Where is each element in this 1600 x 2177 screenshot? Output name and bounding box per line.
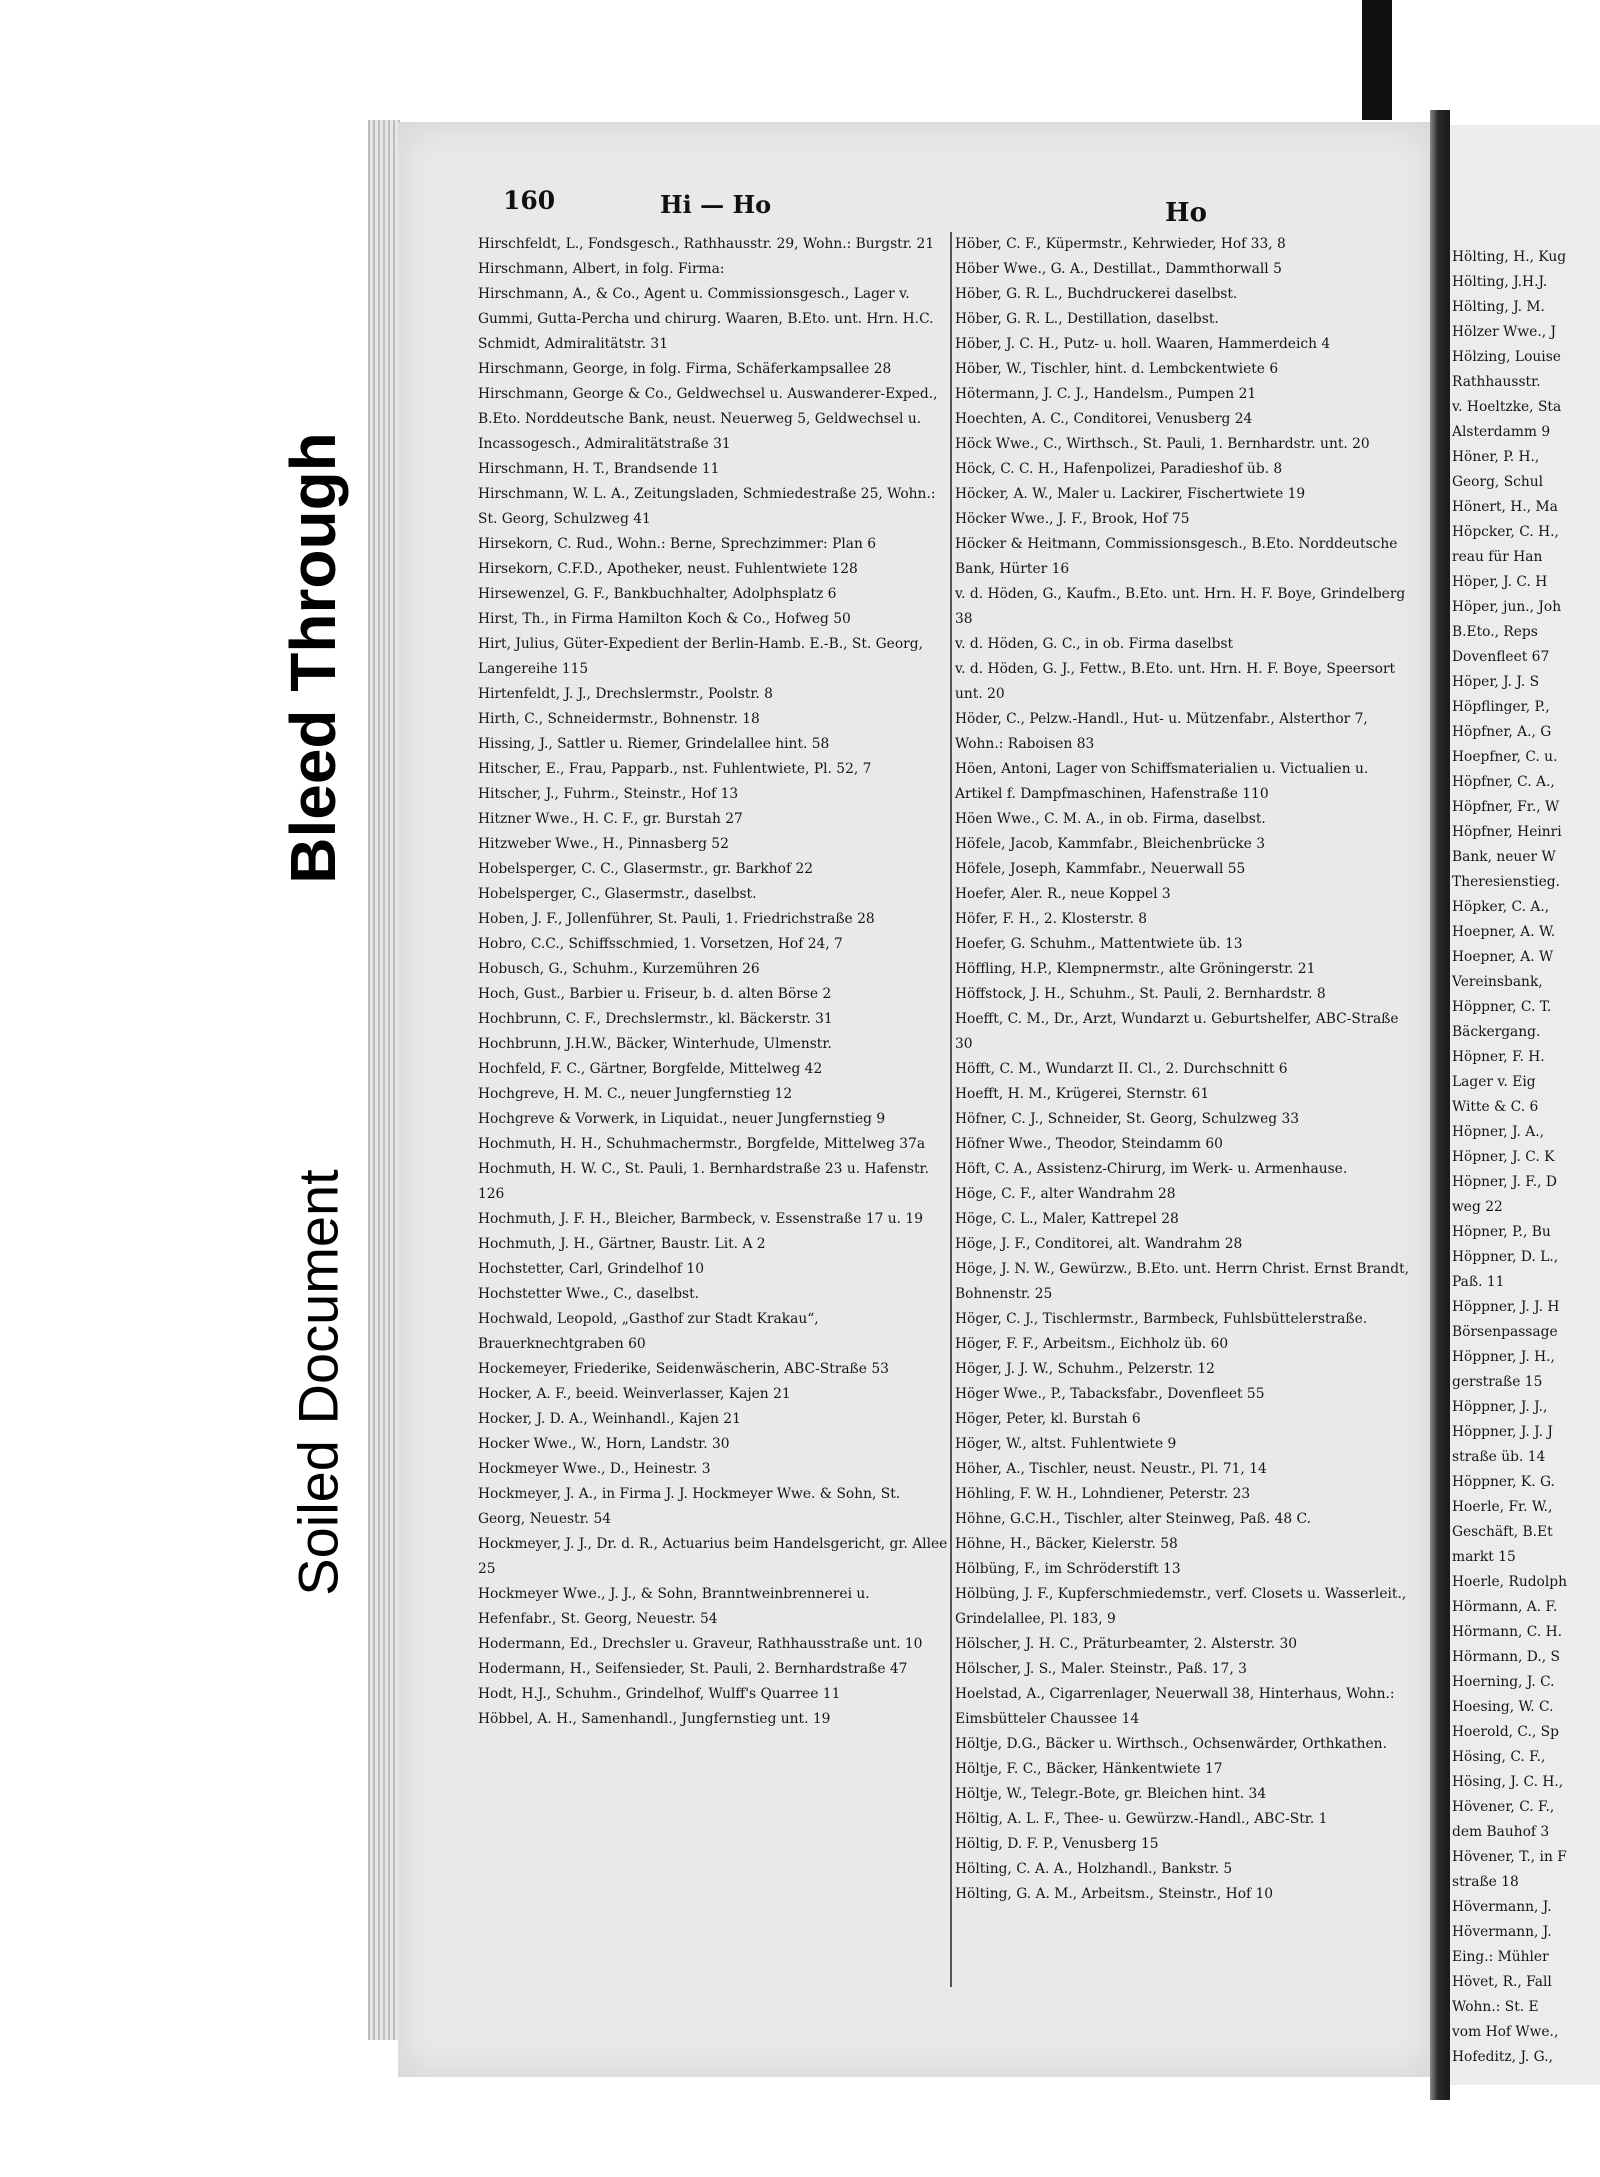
directory-entry: Höber, G. R. L., Buchdruckerei daselbst. — [955, 286, 1238, 302]
facing-page-line: Wohn.: St. E — [1452, 1999, 1539, 2015]
directory-entry: Hobelsperger, C., Glasermstr., daselbst. — [478, 886, 757, 902]
facing-page-line: Hoerle, Rudolph — [1452, 1574, 1567, 1590]
facing-page-line: Hoerle, Fr. W., — [1452, 1499, 1553, 1515]
facing-page-line: Hösing, C. F., — [1452, 1749, 1546, 1765]
soiled-document-text: Soiled Document — [286, 1168, 350, 1596]
facing-page-line: Hölting, J. M. — [1452, 299, 1545, 315]
facing-page-line: Hövermann, J. — [1452, 1899, 1552, 1915]
directory-entry: Höen Wwe., C. M. A., in ob. Firma, daselbst. — [955, 811, 1266, 827]
facing-page-fragments — [1452, 245, 1600, 2070]
facing-page-line: Georg, Schul — [1452, 474, 1544, 490]
facing-page-line: Hoerold, C., Sp — [1452, 1724, 1559, 1740]
directory-entry: v. d. Höden, G., Kaufm., B.Eto. unt. Hrn. H. F. Boye, Grindelberg 38 — [955, 586, 1406, 627]
directory-entry: Hochstetter Wwe., C., daselbst. — [478, 1286, 700, 1302]
facing-page-line: straße 18 — [1452, 1874, 1519, 1890]
directory-entry: Hölbüng, J. F., Kupferschmiedemstr., verf. Closets u. Wasserleit., Grindelallee, Pl. 183, 9 — [955, 1586, 1407, 1627]
directory-entry: Hochbrunn, J.H.W., Bäcker, Winterhude, Ulmenstr. — [478, 1036, 832, 1052]
directory-entry: Hölting, G. A. M., Arbeitsm., Steinstr., Hof 10 — [955, 1886, 1274, 1902]
directory-entry: Höge, C. F., alter Wandrahm 28 — [955, 1186, 1176, 1202]
directory-entry: Hirsekorn, C. Rud., Wohn.: Berne, Sprechzimmer: Plan 6 — [478, 536, 877, 552]
directory-entry: Hirtenfeldt, J. J., Drechslermstr., Poolstr. 8 — [478, 686, 773, 702]
facing-page-line: Höpner, J. C. K — [1452, 1149, 1555, 1165]
directory-entry: v. d. Höden, G. C., in ob. Firma daselbst — [955, 636, 1234, 652]
directory-entry: Hirschmann, A., & Co., Agent u. Commissionsgesch., Lager v. Gummi, Gutta-Percha und chirurg. Waaren, B.Eto. unt. Hrn. H.C. Schmidt, Admiralitätstr. 31 — [478, 286, 934, 352]
facing-page-line: Bäckergang. — [1452, 1024, 1541, 1040]
facing-page-line: Höper, jun., Joh — [1452, 599, 1562, 615]
directory-entry: Höffstock, J. H., Schuhm., St. Pauli, 2. Bernhardstr. 8 — [955, 986, 1326, 1002]
directory-entry: Hocker, J. D. A., Weinhandl., Kajen 21 — [478, 1411, 741, 1427]
facing-page-line: Bank, neuer W — [1452, 849, 1556, 865]
directory-entry: Höber Wwe., G. A., Destillat., Dammthorwall 5 — [955, 261, 1282, 277]
facing-page-line: Höper, J. C. H — [1452, 574, 1548, 590]
directory-entry: Höger Wwe., P., Tabacksfabr., Dovenfleet 55 — [955, 1386, 1265, 1402]
directory-entry: Höcker & Heitmann, Commissionsgesch., B.Eto. Norddeutsche Bank, Hürter 16 — [955, 536, 1398, 577]
directory-entry: Höber, C. F., Küpermstr., Kehrwieder, Hof 33, 8 — [955, 236, 1286, 252]
directory-entry: Hodermann, H., Seifensieder, St. Pauli, 2. Bernhardstraße 47 — [478, 1661, 908, 1677]
directory-entry: Hochstetter, Carl, Grindelhof 10 — [478, 1261, 704, 1277]
directory-entry: Hochmuth, H. H., Schuhmachermstr., Borgfelde, Mittelweg 37a — [478, 1136, 926, 1152]
directory-entry: v. d. Höden, G. J., Fettw., B.Eto. unt. Hrn. H. F. Boye, Speersort unt. 20 — [955, 661, 1396, 702]
facing-page-line: Eing.: Mühler — [1452, 1949, 1549, 1965]
facing-page-line: Hörmann, C. H. — [1452, 1624, 1563, 1640]
facing-page-line: Höpker, C. A., — [1452, 899, 1550, 915]
facing-page-line: Hörmann, D., S — [1452, 1649, 1560, 1665]
directory-entry: Hochmuth, J. H., Gärtner, Baustr. Lit. A 2 — [478, 1236, 766, 1252]
directory-entry: Höcker Wwe., J. F., Brook, Hof 75 — [955, 511, 1190, 527]
directory-entry: Hirschmann, Albert, in folg. Firma: — [478, 261, 725, 277]
directory-entry: Hochgreve, H. M. C., neuer Jungfernstieg 12 — [478, 1086, 793, 1102]
directory-entry: Hockmeyer, J. A., in Firma J. J. Hockmeyer Wwe. & Sohn, St. Georg, Neuestr. 54 — [478, 1486, 901, 1527]
directory-entry: Hölscher, J. H. C., Präturbeamter, 2. Alsterstr. 30 — [955, 1636, 1298, 1652]
directory-entry: Höck, C. C. H., Hafenpolizei, Paradieshof üb. 8 — [955, 461, 1283, 477]
left-column — [478, 232, 948, 1982]
bleed-through-label — [258, 362, 368, 954]
directory-entry: Höge, C. L., Maler, Kattrepel 28 — [955, 1211, 1179, 1227]
directory-entry: Höfer, F. H., 2. Klosterstr. 8 — [955, 911, 1148, 927]
directory-entry: Hoefer, Aler. R., neue Koppel 3 — [955, 886, 1171, 902]
directory-entry: Hoben, J. F., Jollenführer, St. Pauli, 1. Friedrichstraße 28 — [478, 911, 875, 927]
facing-page-line: Höpner, J. F., D — [1452, 1174, 1557, 1190]
facing-page-line: markt 15 — [1452, 1549, 1516, 1565]
facing-page-line: Vereinsbank, — [1452, 974, 1543, 990]
directory-entry: Hockmeyer, J. J., Dr. d. R., Actuarius beim Handelsgericht, gr. Allee 25 — [478, 1536, 948, 1577]
facing-page-line: Hölting, J.H.J. — [1452, 274, 1548, 290]
facing-page-line: Höpner, P., Bu — [1452, 1224, 1551, 1240]
directory-entry: Hocker Wwe., W., Horn, Landstr. 30 — [478, 1436, 730, 1452]
facing-page-line: Hölzer Wwe., J — [1452, 324, 1557, 340]
facing-page-line: Höpflinger, P., — [1452, 699, 1550, 715]
running-head: Hi — Ho — [660, 190, 772, 219]
directory-entry: Höffling, H.P., Klempnermstr., alte Gröningerstr. 21 — [955, 961, 1316, 977]
facing-page-line: Hövet, R., Fall — [1452, 1974, 1552, 1990]
directory-entry: Höfner, C. J., Schneider, St. Georg, Schulzweg 33 — [955, 1111, 1300, 1127]
directory-entry: Höge, J. N. W., Gewürzw., B.Eto. unt. Herrn Christ. Ernst Brandt, Bohnenstr. 25 — [955, 1261, 1410, 1302]
facing-page-line: Börsenpassage — [1452, 1324, 1558, 1340]
directory-entry: Hoch, Gust., Barbier u. Friseur, b. d. alten Börse 2 — [478, 986, 832, 1002]
facing-page-line: B.Eto., Reps — [1452, 624, 1538, 640]
facing-page-line: Witte & C. 6 — [1452, 1099, 1539, 1115]
directory-entry: Höber, G. R. L., Destillation, daselbst. — [955, 311, 1219, 327]
directory-entry: Hirst, Th., in Firma Hamilton Koch & Co., Hofweg 50 — [478, 611, 851, 627]
directory-entry: Hölscher, J. S., Maler. Steinstr., Paß. 17, 3 — [955, 1661, 1247, 1677]
directory-entry: Höger, C. J., Tischlermstr., Barmbeck, Fuhlsbüttelerstraße. — [955, 1311, 1368, 1327]
directory-entry: Höltig, D. F. P., Venusberg 15 — [955, 1836, 1159, 1852]
facing-page-line: Hörmann, A. F. — [1452, 1599, 1558, 1615]
column-head: Ho — [1165, 198, 1207, 228]
facing-page-line: Hösing, J. C. H., — [1452, 1774, 1564, 1790]
facing-page-line: gerstraße 15 — [1452, 1374, 1543, 1390]
facing-page-line: reau für Han — [1452, 549, 1543, 565]
facing-page-line: Hölzing, Louise — [1452, 349, 1561, 365]
facing-page-line: Hölting, H., Kug — [1452, 249, 1567, 265]
directory-entry: Hirsewenzel, G. F., Bankbuchhalter, Adolphsplatz 6 — [478, 586, 837, 602]
facing-page-line: Höppner, J. J. H — [1452, 1299, 1560, 1315]
directory-entry: Höbbel, A. H., Samenhandl., Jungfernstieg unt. 19 — [478, 1711, 831, 1727]
facing-page-line: Hoepner, A. W. — [1452, 924, 1556, 940]
directory-entry: Höltig, A. L. F., Thee- u. Gewürzw.-Handl., ABC-Str. 1 — [955, 1811, 1328, 1827]
directory-entry: Hoefft, H. M., Krügerei, Sternstr. 61 — [955, 1086, 1210, 1102]
directory-entry: Höber, W., Tischler, hint. d. Lembckentwiete 6 — [955, 361, 1279, 377]
directory-entry: Höger, J. J. W., Schuhm., Pelzerstr. 12 — [955, 1361, 1215, 1377]
directory-entry: Höfft, C. M., Wundarzt II. Cl., 2. Durchschnitt 6 — [955, 1061, 1288, 1077]
directory-entry: Höger, Peter, kl. Burstah 6 — [955, 1411, 1141, 1427]
directory-entry: Hoechten, A. C., Conditorei, Venusberg 24 — [955, 411, 1253, 427]
directory-entry: Hirt, Julius, Güter-Expedient der Berlin-Hamb. E.-B., St. Georg, Langereihe 115 — [478, 636, 923, 677]
facing-page-line: Alsterdamm 9 — [1452, 424, 1551, 440]
facing-page-line: Höppner, J. H., — [1452, 1349, 1555, 1365]
facing-page-line: Rathhausstr. — [1452, 374, 1541, 390]
facing-page-line: Hövener, T., in F — [1452, 1849, 1567, 1865]
facing-page-line: Höner, P. H., — [1452, 449, 1540, 465]
directory-entry: Hölting, C. A. A., Holzhandl., Bankstr. 5 — [955, 1861, 1233, 1877]
facing-page-line: weg 22 — [1452, 1199, 1503, 1215]
directory-entry: Höger, F. F., Arbeitsm., Eichholz üb. 60 — [955, 1336, 1229, 1352]
column-divider — [950, 232, 952, 1987]
facing-page-line: Dovenfleet 67 — [1452, 649, 1550, 665]
facing-page-line: Höpner, F. H. — [1452, 1049, 1545, 1065]
facing-page-line: Höpner, J. A., — [1452, 1124, 1545, 1140]
directory-entry: Höck Wwe., C., Wirthsch., St. Pauli, 1. Bernhardstr. unt. 20 — [955, 436, 1370, 452]
facing-page-line: Hoepner, A. W — [1452, 949, 1554, 965]
facing-page-line: Höppner, J. J., — [1452, 1399, 1548, 1415]
directory-entry: Höge, J. F., Conditorei, alt. Wandrahm 28 — [955, 1236, 1243, 1252]
directory-entry: Hirschmann, W. L. A., Zeitungsladen, Schmiedestraße 25, Wohn.: St. Georg, Schulzweg 41 — [478, 486, 936, 527]
directory-entry: Höhling, F. W. H., Lohndiener, Peterstr. 23 — [955, 1486, 1251, 1502]
directory-entry: Hitzweber Wwe., H., Pinnasberg 52 — [478, 836, 729, 852]
directory-entry: Höen, Antoni, Lager von Schiffsmaterialien u. Victualien u. Artikel f. Dampfmaschinen, Hafenstraße 110 — [955, 761, 1369, 802]
directory-entry: Hochfeld, F. C., Gärtner, Borgfelde, Mittelweg 42 — [478, 1061, 823, 1077]
page-stack-edge — [368, 120, 400, 2040]
facing-page-line: Hövener, C. F., — [1452, 1799, 1555, 1815]
facing-page-line: Paß. 11 — [1452, 1274, 1505, 1290]
directory-entry: Hobelsperger, C. C., Glasermstr., gr. Barkhof 22 — [478, 861, 814, 877]
facing-page-line: Höpfner, Fr., W — [1452, 799, 1560, 815]
facing-page-line: Hoepfner, C. u. — [1452, 749, 1558, 765]
right-column — [955, 232, 1417, 1982]
directory-entry: Hissing, J., Sattler u. Riemer, Grindelallee hint. 58 — [478, 736, 830, 752]
directory-entry: Hobusch, G., Schuhm., Kurzemühren 26 — [478, 961, 760, 977]
facing-page-line: Höppner, J. J. J — [1452, 1424, 1553, 1440]
directory-entry: Höhne, H., Bäcker, Kielerstr. 58 — [955, 1536, 1178, 1552]
directory-entry: Hochmuth, J. F. H., Bleicher, Barmbeck, v. Essenstraße 17 u. 19 — [478, 1211, 923, 1227]
directory-entry: Hocker, A. F., beeid. Weinverlasser, Kajen 21 — [478, 1386, 791, 1402]
facing-page-line: Theresienstieg. — [1452, 874, 1560, 890]
facing-page-line: Hofeditz, J. G., — [1452, 2049, 1553, 2065]
directory-entry: Hitzner Wwe., H. C. F., gr. Burstah 27 — [478, 811, 743, 827]
book-gutter — [1430, 110, 1450, 2100]
facing-page-line: straße üb. 14 — [1452, 1449, 1546, 1465]
directory-entry: Hockmeyer Wwe., D., Heinestr. 3 — [478, 1461, 711, 1477]
facing-page-line: Lager v. Eig — [1452, 1074, 1536, 1090]
directory-entry: Hoefer, G. Schuhm., Mattentwiete üb. 13 — [955, 936, 1243, 952]
facing-page-line: Hoesing, W. C. — [1452, 1699, 1554, 1715]
facing-page-line: vom Hof Wwe., — [1452, 2024, 1559, 2040]
directory-entry: Höcker, A. W., Maler u. Lackirer, Fischertwiete 19 — [955, 486, 1306, 502]
directory-entry: Höfner Wwe., Theodor, Steindamm 60 — [955, 1136, 1223, 1152]
directory-entry: Hobro, C.C., Schiffsschmied, 1. Vorsetzen, Hof 24, 7 — [478, 936, 843, 952]
directory-entry: Höfele, Joseph, Kammfabr., Neuerwall 55 — [955, 861, 1246, 877]
directory-entry: Hirschmann, George & Co., Geldwechsel u. Auswanderer-Exped., B.Eto. Norddeutsche Bank, neust. Neuerweg 5, Geldwechsel u. Incassogesch., Admiralitätstraße 31 — [478, 386, 938, 452]
directory-entry: Hoelstad, A., Cigarrenlager, Neuerwall 38, Hinterhaus, Wohn.: Eimsbütteler Chaussee 14 — [955, 1686, 1395, 1727]
directory-entry: Hirschfeldt, L., Fondsgesch., Rathhausstr. 29, Wohn.: Burgstr. 21 — [478, 236, 935, 252]
directory-entry: Hirschmann, George, in folg. Firma, Schäferkampsallee 28 — [478, 361, 892, 377]
facing-page-line: v. Hoeltzke, Sta — [1452, 399, 1562, 415]
soiled-document-label — [278, 1092, 358, 1672]
directory-entry: Höltje, W., Telegr.-Bote, gr. Bleichen hint. 34 — [955, 1786, 1267, 1802]
directory-entry: Hockmeyer Wwe., J. J., & Sohn, Branntweinbrennerei u. Hefenfabr., St. Georg, Neuestr. 54 — [478, 1586, 870, 1627]
facing-page-line: Höper, J. J. S — [1452, 674, 1540, 690]
directory-entry: Höder, C., Pelzw.-Handl., Hut- u. Mützenfabr., Alsterthor 7, Wohn.: Raboisen 83 — [955, 711, 1368, 752]
directory-entry: Hötermann, J. C. J., Handelsm., Pumpen 21 — [955, 386, 1257, 402]
directory-entry: Höfele, Jacob, Kammfabr., Bleichenbrücke 3 — [955, 836, 1265, 852]
directory-entry: Hochwald, Leopold, „Gasthof zur Stadt Krakau“, Brauerknechtgraben 60 — [478, 1311, 819, 1352]
directory-entry: Hochgreve & Vorwerk, in Liquidat., neuer Jungfernstieg 9 — [478, 1111, 886, 1127]
directory-entry: Höft, C. A., Assistenz-Chirurg, im Werk- u. Armenhause. — [955, 1161, 1348, 1177]
directory-entry: Hitscher, J., Fuhrm., Steinstr., Hof 13 — [478, 786, 739, 802]
facing-page-line: Hövermann, J. — [1452, 1924, 1552, 1940]
facing-page-line: Höpfner, C. A., — [1452, 774, 1555, 790]
bleed-through-text: Bleed Through — [277, 432, 349, 884]
directory-entry: Hochmuth, H. W. C., St. Pauli, 1. Bernhardstraße 23 u. Hafenstr. 126 — [478, 1161, 930, 1202]
directory-entry: Hirschmann, H. T., Brandsende 11 — [478, 461, 720, 477]
directory-entry: Hitscher, E., Frau, Papparb., nst. Fuhlentwiete, Pl. 52, 7 — [478, 761, 872, 777]
directory-entry: Höltje, F. C., Bäcker, Hänkentwiete 17 — [955, 1761, 1223, 1777]
directory-entry: Höhne, G.C.H., Tischler, alter Steinweg, Paß. 48 C. — [955, 1511, 1311, 1527]
facing-page-line: Höpcker, C. H., — [1452, 524, 1559, 540]
facing-page-line: Hönert, H., Ma — [1452, 499, 1558, 515]
facing-page-line: Höpfner, Heinri — [1452, 824, 1562, 840]
facing-page-line: Höppner, C. T. — [1452, 999, 1552, 1015]
binding-shadow — [1362, 0, 1392, 120]
directory-entry: Hirth, C., Schneidermstr., Bohnenstr. 18 — [478, 711, 760, 727]
directory-entry: Hölbüng, F., im Schröderstift 13 — [955, 1561, 1181, 1577]
directory-entry: Höber, J. C. H., Putz- u. holl. Waaren, Hammerdeich 4 — [955, 336, 1331, 352]
directory-entry: Höher, A., Tischler, neust. Neustr., Pl. 71, 14 — [955, 1461, 1267, 1477]
directory-entry: Hochbrunn, C. F., Drechslermstr., kl. Bäckerstr. 31 — [478, 1011, 833, 1027]
facing-page-line: dem Bauhof 3 — [1452, 1824, 1550, 1840]
directory-entry: Höger, W., altst. Fuhlentwiete 9 — [955, 1436, 1177, 1452]
directory-entry: Hockemeyer, Friederike, Seidenwäscherin, ABC-Straße 53 — [478, 1361, 889, 1377]
page-number: 160 — [503, 186, 556, 215]
directory-entry: Hirsekorn, C.F.D., Apotheker, neust. Fuhlentwiete 128 — [478, 561, 858, 577]
directory-entry: Höltje, D.G., Bäcker u. Wirthsch., Ochsenwärder, Orthkathen. — [955, 1736, 1387, 1752]
facing-page-line: Höppner, D. L., — [1452, 1249, 1559, 1265]
facing-page-line: Höppner, K. G. — [1452, 1474, 1555, 1490]
directory-entry: Hodt, H.J., Schuhm., Grindelhof, Wulff's Quarree 11 — [478, 1686, 841, 1702]
facing-page-line: Geschäft, B.Et — [1452, 1524, 1553, 1540]
facing-page-line: Hoerning, J. C. — [1452, 1674, 1555, 1690]
directory-entry: Hodermann, Ed., Drechsler u. Graveur, Rathhausstraße unt. 10 — [478, 1636, 923, 1652]
facing-page-line: Höpfner, A., G — [1452, 724, 1552, 740]
directory-entry: Hoefft, C. M., Dr., Arzt, Wundarzt u. Geburtshelfer, ABC-Straße 30 — [955, 1011, 1399, 1052]
